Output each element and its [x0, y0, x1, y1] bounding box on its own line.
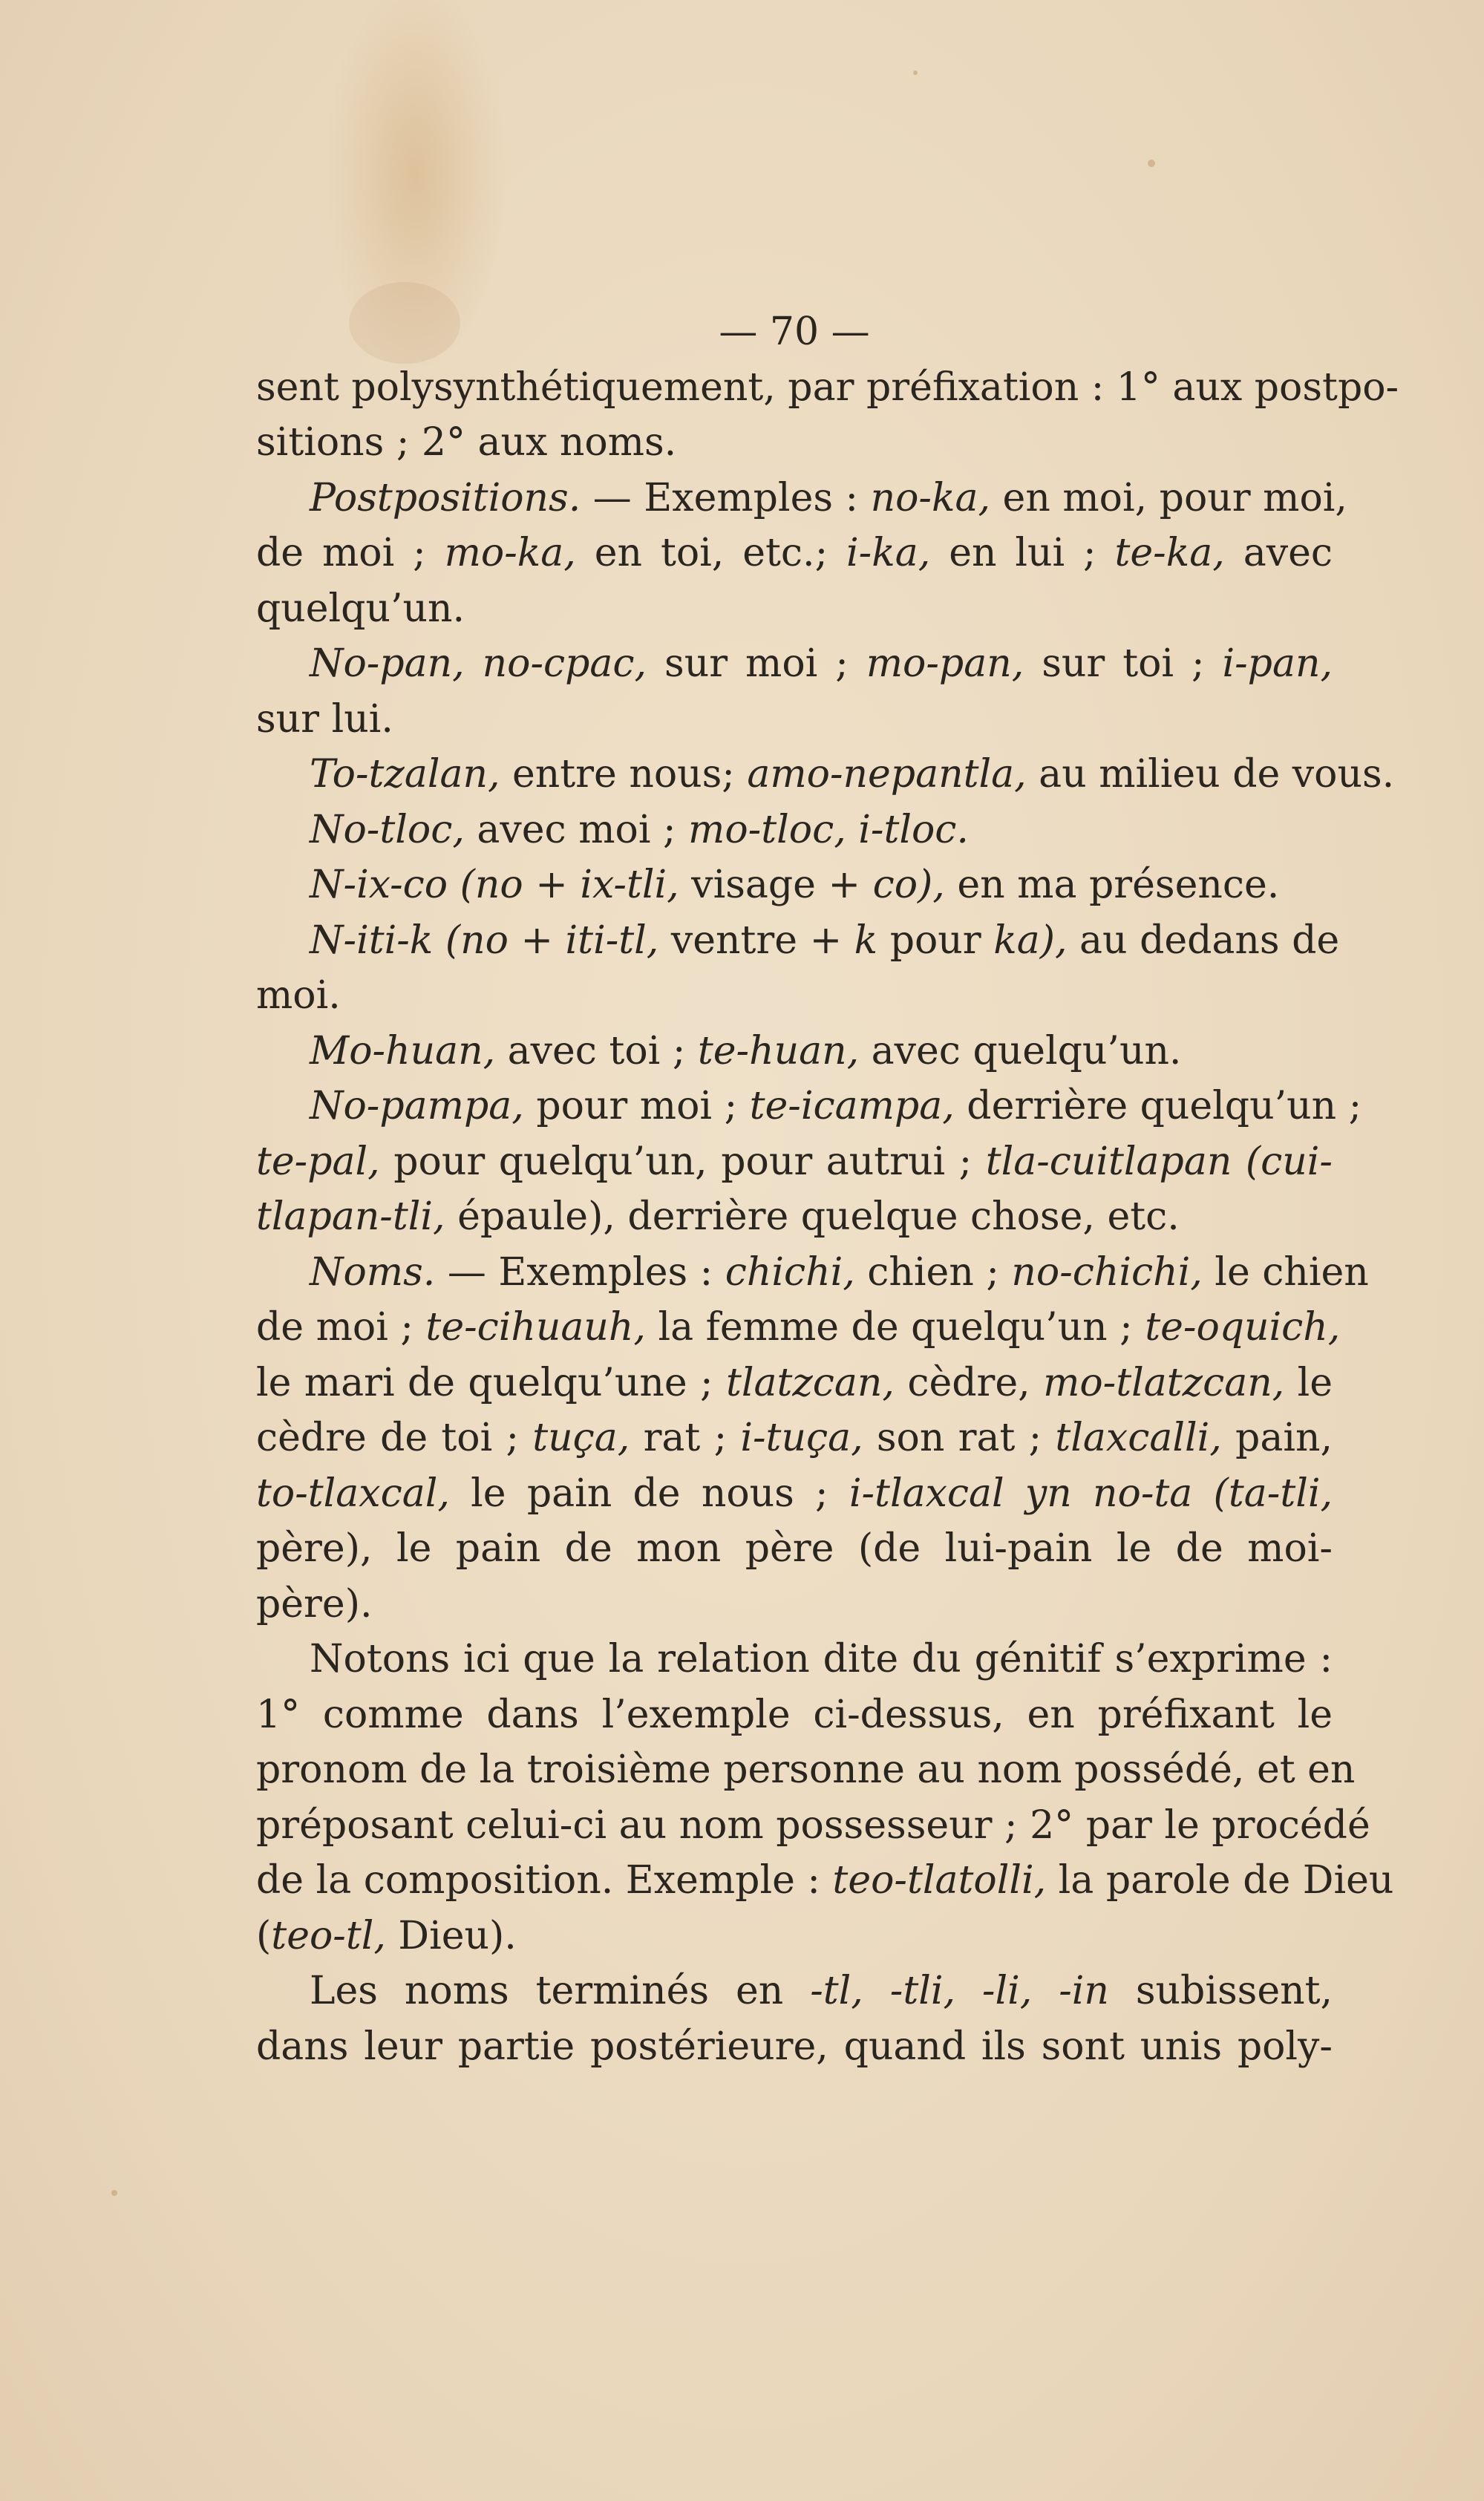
- text-segment: pour quelqu’un, pour autrui ;: [379, 1139, 986, 1184]
- text-line: [256, 471, 1347, 526]
- body-text: [256, 360, 1399, 2075]
- text-line: [256, 1189, 1333, 1245]
- text-line: [256, 1079, 1362, 1134]
- text-line: [256, 1964, 1333, 2019]
- text-segment: sur moi ;: [647, 641, 866, 686]
- italic-term: mo-tlatzcan,: [1043, 1360, 1285, 1405]
- text-line: [256, 1687, 1333, 1743]
- text-line: [256, 1909, 1333, 1964]
- italic-term: -tl, -tli, -li, -in: [810, 1969, 1109, 2013]
- text-segment: de moi ;: [256, 1305, 426, 1350]
- italic-term: mo-ka,: [444, 531, 576, 575]
- text-line: [256, 636, 1333, 692]
- text-segment: Dieu).: [385, 1913, 517, 1958]
- text-line: [256, 747, 1395, 802]
- text-segment: préposant celui-ci au nom possesseur ; 2° par le procédé: [256, 1802, 1370, 1848]
- text-line: [256, 1577, 1333, 1632]
- text-segment: le: [1284, 1360, 1333, 1405]
- text-line: [256, 968, 1333, 1024]
- italic-term: i-tlaxcal yn no-ta (ta-tli,: [849, 1471, 1333, 1516]
- italic-term: N-iti-k (no + iti-tl,: [310, 918, 659, 963]
- italic-term: k: [854, 918, 878, 963]
- text-segment: la femme de quelqu’un ;: [645, 1305, 1145, 1350]
- text-segment: père), le pain de mon père (de lui-pain le de moi-: [256, 1526, 1333, 1571]
- text-segment: ventre +: [658, 918, 854, 963]
- italic-term: ka),: [993, 918, 1068, 963]
- text-segment: pronom de la troisième personne au nom possédé, et en: [256, 1748, 1356, 1792]
- text-segment: subissent,: [1108, 1969, 1333, 2013]
- text-segment: chien ;: [854, 1249, 1012, 1295]
- text-segment: pain,: [1221, 1416, 1333, 1460]
- italic-term: teo-tlatolli,: [832, 1858, 1047, 1903]
- text-line: [256, 415, 1333, 471]
- italic-term: i-pan,: [1222, 641, 1333, 686]
- text-segment: avec moi ;: [464, 807, 689, 852]
- page-number: — 70 —: [719, 310, 870, 354]
- text-segment: quelqu’un.: [256, 586, 465, 631]
- text-segment: entre nous;: [500, 752, 748, 797]
- text-segment: Notons ici que la relation dite du génitif s’exprime :: [310, 1637, 1333, 1681]
- italic-term: tlatzcan,: [725, 1360, 895, 1405]
- text-segment: 1° comme dans l’exemple ci-dessus, en préfixant le: [256, 1692, 1333, 1737]
- italic-term: te-oquich,: [1145, 1305, 1341, 1350]
- italic-term: no-chichi,: [1011, 1249, 1203, 1295]
- text-segment: en toi, etc.;: [575, 531, 847, 575]
- paper-speck: [913, 71, 918, 75]
- text-line: [256, 1742, 1356, 1798]
- italic-term: No-pan, no-cpac,: [310, 641, 647, 686]
- text-line: [256, 360, 1399, 416]
- italic-term: mo-pan,: [866, 641, 1024, 686]
- text-segment: sent polysynthétiquement, par préfixation : 1° aux postpo-: [256, 364, 1399, 410]
- text-segment: de la composition. Exemple :: [256, 1858, 833, 1903]
- text-line: [256, 1521, 1333, 1577]
- text-segment: le pain de nous ;: [449, 1471, 849, 1516]
- text-line: [256, 526, 1333, 581]
- text-segment: le mari de quelqu’une ;: [256, 1360, 726, 1405]
- text-segment: pour: [877, 918, 994, 963]
- text-segment: visage +: [679, 863, 873, 907]
- italic-term: tla-cuitlapan (cui-: [985, 1139, 1333, 1184]
- text-segment: cèdre,: [894, 1360, 1044, 1405]
- text-line: [256, 692, 1333, 748]
- text-segment: sitions ; 2° aux noms.: [256, 420, 677, 465]
- italic-term: No-pampa,: [310, 1084, 524, 1128]
- text-line: [256, 1632, 1333, 1687]
- text-line: [256, 581, 1333, 637]
- text-segment: — Exemples :: [435, 1249, 725, 1295]
- text-segment: pour moi ;: [523, 1084, 750, 1128]
- text-line: [256, 1356, 1333, 1411]
- paper-speck: [111, 2190, 117, 2196]
- text-segment: au dedans de: [1067, 918, 1340, 963]
- text-line: [256, 913, 1340, 969]
- italic-term: i-ka,: [846, 531, 931, 575]
- text-line: [256, 1466, 1333, 1522]
- text-segment: son rat ;: [863, 1416, 1056, 1460]
- italic-term: to-tlaxcal,: [256, 1471, 450, 1516]
- text-segment: de moi ;: [256, 531, 445, 575]
- text-segment: le chien: [1202, 1249, 1369, 1295]
- text-line: [256, 1410, 1333, 1466]
- text-line: [256, 1853, 1394, 1909]
- text-segment: en moi, pour moi,: [990, 475, 1347, 520]
- text-line: [256, 1245, 1369, 1301]
- italic-term: tlaxcalli,: [1055, 1416, 1222, 1460]
- italic-term: No-tloc,: [310, 807, 465, 852]
- italic-term: To-tzalan,: [310, 752, 500, 797]
- italic-term: te-cihuauh,: [425, 1305, 646, 1350]
- text-segment: sur lui.: [256, 696, 393, 742]
- italic-term: no-ka,: [870, 475, 991, 520]
- text-line: [256, 1134, 1333, 1190]
- italic-term: tlapan-tli,: [256, 1194, 445, 1239]
- paper-speck: [1148, 160, 1155, 167]
- italic-term: te-icampa,: [749, 1084, 955, 1128]
- text-line: [256, 857, 1333, 913]
- italic-term: mo-tloc, i-tloc.: [688, 807, 969, 852]
- italic-term: N-ix-co (no + ix-tli,: [310, 863, 679, 907]
- text-line: [256, 802, 1333, 858]
- text-segment: Les noms terminés en: [310, 1969, 811, 2013]
- page-text: [256, 304, 1399, 2074]
- text-segment: (: [256, 1913, 272, 1958]
- text-line: [256, 1300, 1341, 1356]
- text-segment: avec: [1224, 531, 1333, 575]
- text-line: [256, 1024, 1333, 1079]
- italic-term: te-ka,: [1114, 531, 1225, 575]
- text-segment: avec quelqu’un.: [859, 1028, 1182, 1073]
- text-segment: en ma présence.: [944, 863, 1280, 907]
- text-segment: père).: [256, 1581, 373, 1627]
- text-segment: au milieu de vous.: [1026, 752, 1395, 797]
- italic-term: chichi,: [725, 1249, 855, 1295]
- italic-term: co),: [872, 863, 945, 907]
- text-segment: cèdre de toi ;: [256, 1416, 533, 1460]
- italic-term: te-huan,: [697, 1028, 860, 1073]
- text-line: [256, 1798, 1370, 1854]
- text-segment: moi.: [256, 973, 341, 1018]
- italic-term: i-tuça,: [740, 1416, 863, 1460]
- italic-term: Mo-huan,: [310, 1028, 496, 1073]
- text-segment: dans leur partie postérieure, quand ils sont unis poly-: [256, 2024, 1333, 2069]
- italic-term: amo-nepantla,: [747, 752, 1027, 797]
- text-segment: la parole de Dieu: [1046, 1858, 1394, 1903]
- italic-term: teo-tl,: [271, 1913, 386, 1958]
- text-segment: derrière quelqu’un ;: [954, 1084, 1362, 1128]
- italic-term: Noms.: [310, 1249, 436, 1295]
- text-segment: — Exemples :: [581, 475, 871, 520]
- text-segment: en lui ;: [930, 531, 1115, 575]
- italic-term: tuça,: [532, 1416, 630, 1460]
- text-segment: rat ;: [630, 1416, 741, 1460]
- text-segment: épaule), derrière quelque chose, etc.: [445, 1194, 1180, 1239]
- text-segment: avec toi ;: [495, 1028, 698, 1073]
- text-line: [256, 2019, 1333, 2075]
- text-segment: sur toi ;: [1024, 641, 1223, 686]
- italic-term: te-pal,: [256, 1139, 380, 1184]
- italic-term: Postpositions.: [310, 475, 581, 520]
